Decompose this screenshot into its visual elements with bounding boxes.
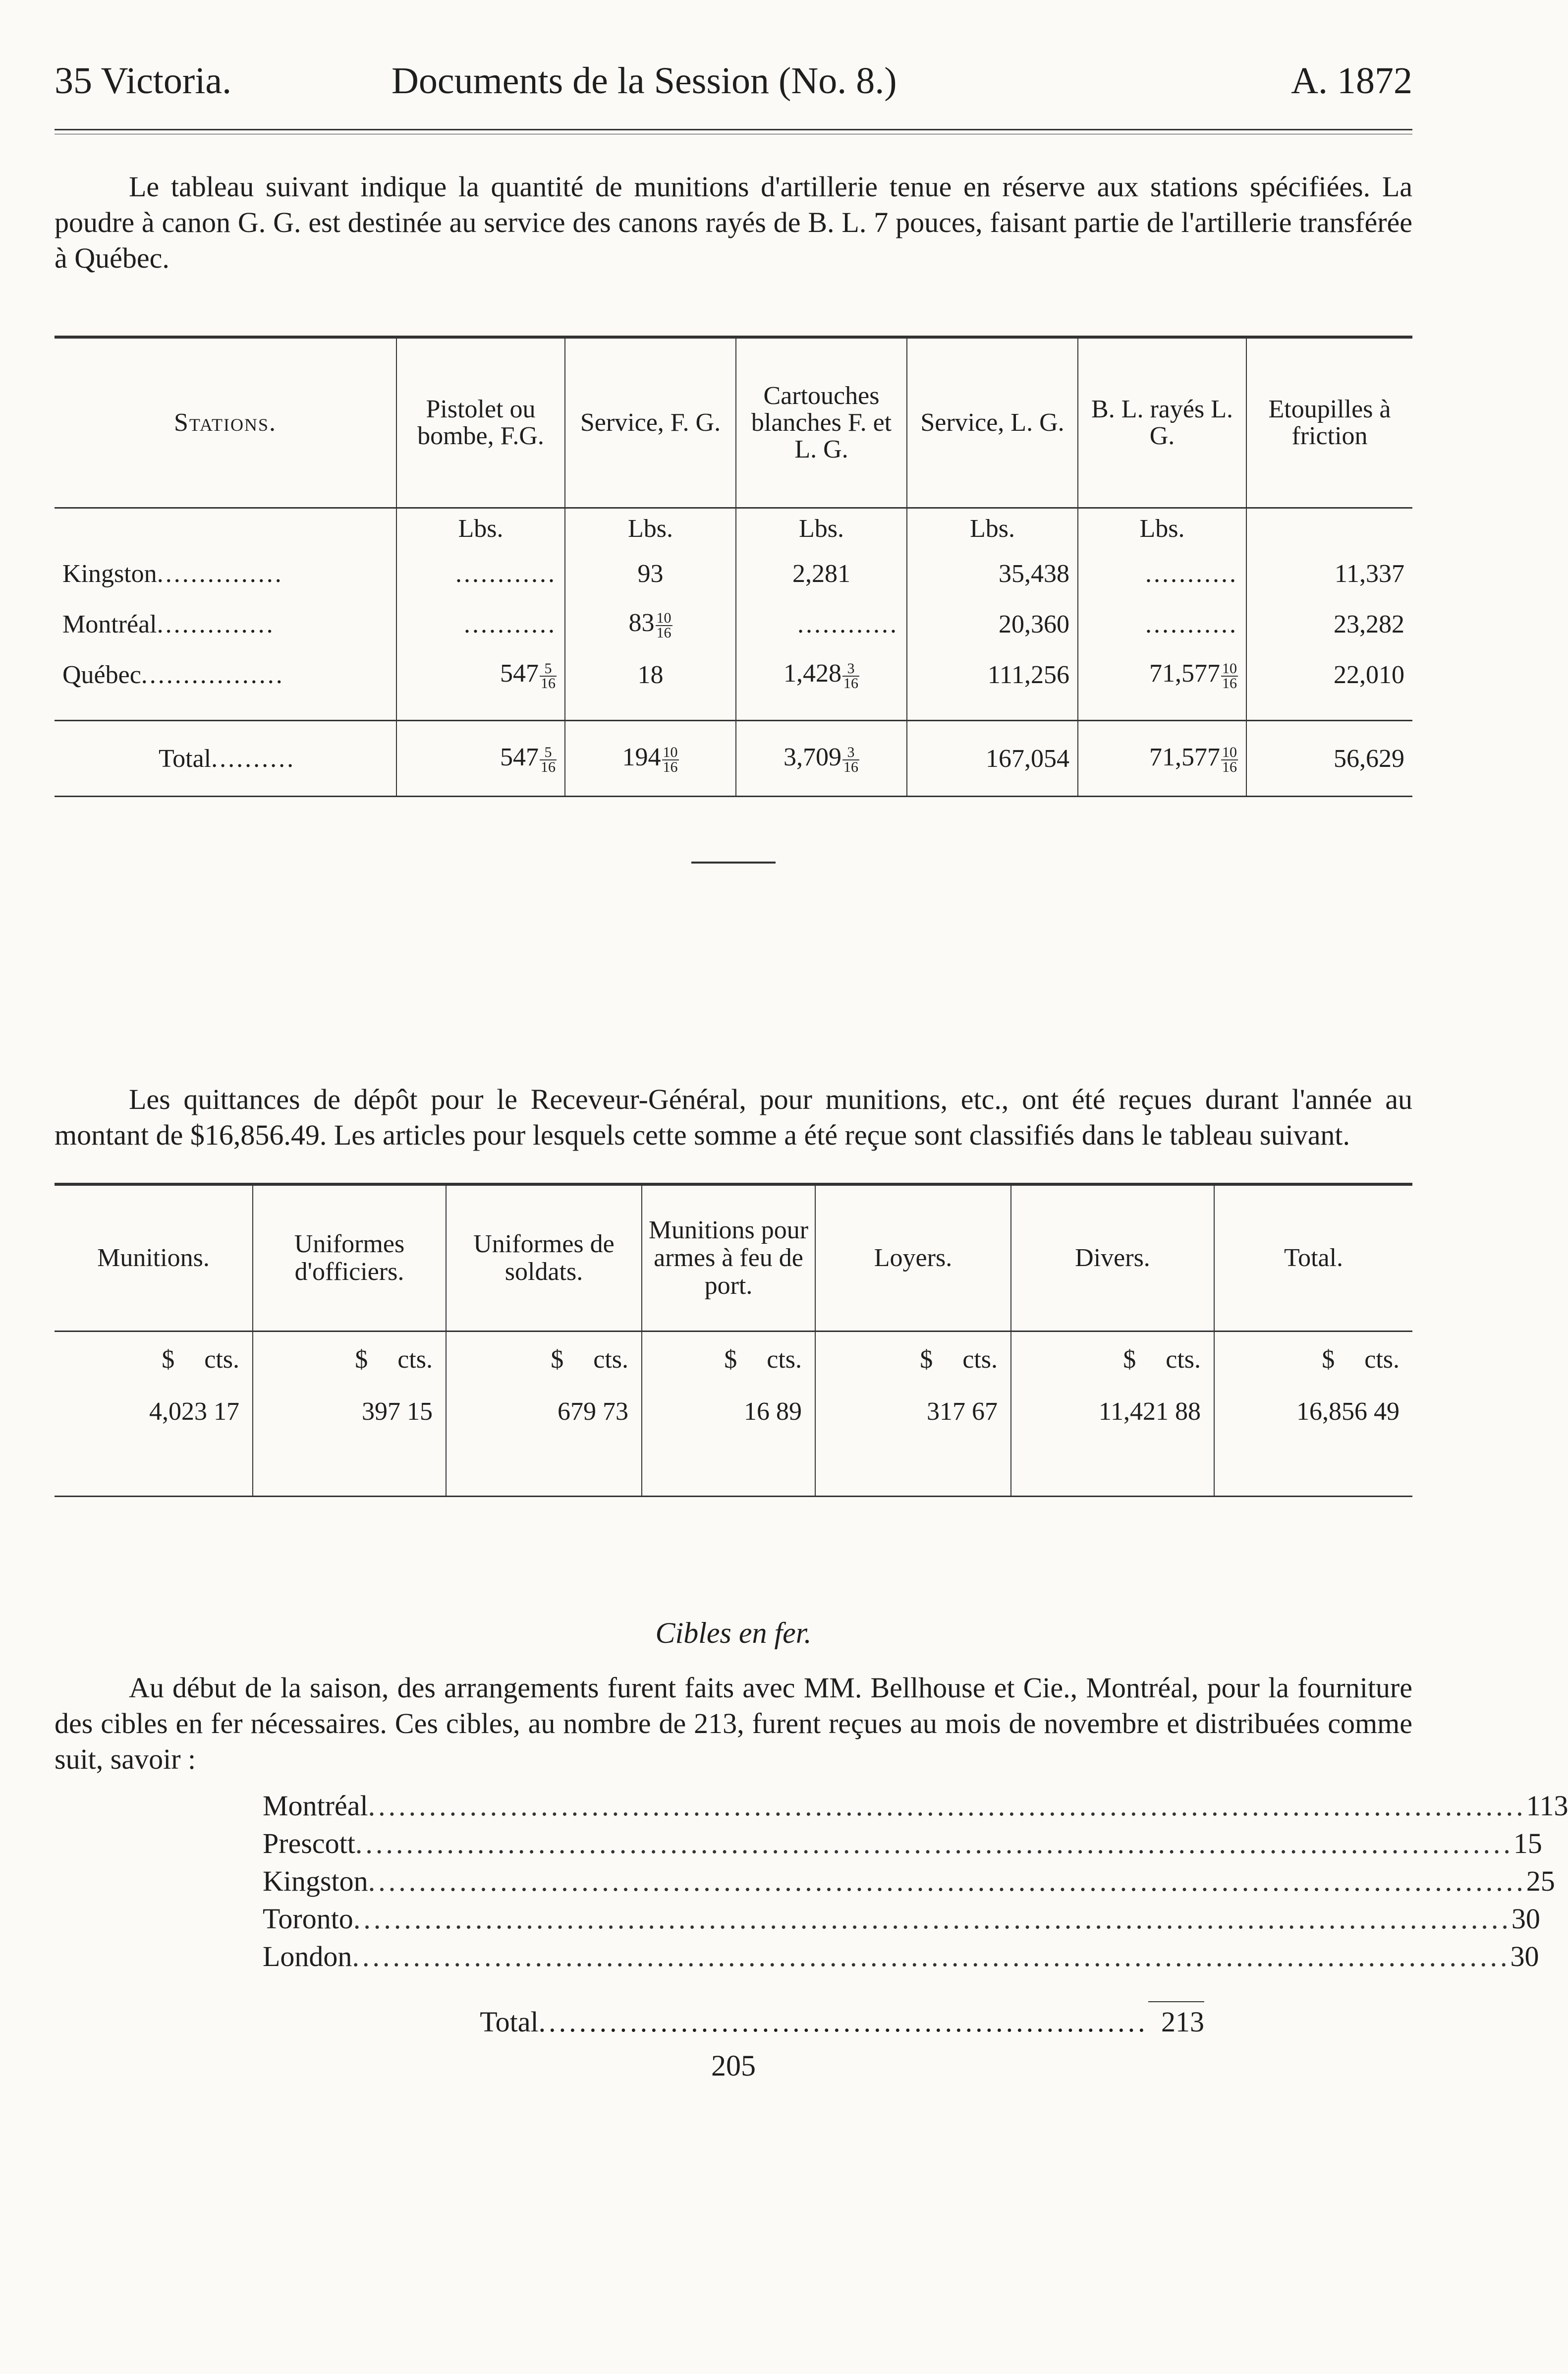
section-divider bbox=[691, 862, 776, 864]
fraction: $\frac{10}{16}$ bbox=[663, 744, 678, 775]
col-stations: Stations. bbox=[55, 339, 396, 508]
unit-cell bbox=[1246, 508, 1412, 549]
targets-list bbox=[263, 1789, 1568, 2046]
targets-paragraph: Au début de la saison, des arrangements furent faits avec MM. Bellhouse et Cie., Montréal, pour la fourniture des cibles en fer nécessaires. Ces cibles, au nombre de 213, furent reçues au mois de novembre et distribuées comme suit, savoir : bbox=[55, 1672, 1412, 1775]
value-munitions-armes: 16 89 bbox=[642, 1387, 815, 1436]
fraction: $\frac{10}{16}$ bbox=[1222, 744, 1237, 775]
fraction: $\frac{3}{16}$ bbox=[843, 744, 858, 775]
table1-units-row bbox=[55, 508, 1412, 549]
station-name: Montréal.............. bbox=[55, 599, 396, 649]
bl-cell: ........... bbox=[1078, 548, 1246, 599]
total-pistolet: 547 $\frac{5}{16}$ bbox=[396, 721, 565, 797]
document-page bbox=[55, 55, 1568, 2083]
currency-cell: $ cts. bbox=[642, 1332, 815, 1387]
service-fg-cell: 18 bbox=[565, 649, 736, 700]
col-uniformes-officiers: Uniformes d'officiers. bbox=[253, 1186, 446, 1332]
intro-block bbox=[55, 169, 1412, 276]
bl-cell: 71,577 $\frac{10}{16}$ bbox=[1078, 649, 1246, 700]
list-item: Toronto .................................................................................................................. 30 bbox=[263, 1903, 1540, 1935]
value-loyers: 317 67 bbox=[815, 1387, 1011, 1436]
currency-cell: $ cts. bbox=[815, 1332, 1011, 1387]
currency-cell: $ cts. bbox=[446, 1332, 642, 1387]
page-number: 205 bbox=[711, 2049, 756, 2082]
value-total: 16,856 49 bbox=[1296, 1397, 1400, 1426]
service-fg-cell: 83 $\frac{10}{16}$ bbox=[565, 599, 736, 649]
etoupilles-cell: 22,010 bbox=[1334, 660, 1404, 689]
bl-cell: ........... bbox=[1078, 599, 1246, 649]
receipts-table bbox=[55, 1186, 1412, 1497]
list-item: Kingston .................................................................................................................. 25 bbox=[263, 1865, 1555, 1897]
col-divers: Divers. bbox=[1011, 1186, 1214, 1332]
munitions-stock-table bbox=[55, 339, 1412, 797]
targets-total: Total ............................................................ 213 bbox=[263, 2001, 1204, 2046]
intro-paragraph: Le tableau suivant indique la quantité de munitions d'artillerie tenue en réserve aux stations spécifiées. La poudre à canon G. G. est destinée au service des canons rayés de B. L. 7 pouces, faisant partie de l'artillerie transférée à Québec. bbox=[55, 171, 1412, 274]
service-fg-cell: 93 bbox=[565, 548, 736, 599]
cartouches-cell: 2,281 bbox=[736, 548, 907, 599]
header-left: 35 Victoria. bbox=[55, 60, 232, 102]
currency-cell: $ cts. bbox=[253, 1332, 446, 1387]
unit-cell bbox=[55, 508, 396, 549]
currency-cell: $ cts. bbox=[1322, 1345, 1400, 1374]
value-uniformes-soldats: 679 73 bbox=[446, 1387, 642, 1436]
unit-cell: Lbs. bbox=[907, 508, 1078, 549]
header-rule bbox=[55, 129, 1412, 134]
value-munitions: 4,023 17 bbox=[55, 1387, 253, 1436]
col-service-lg: Service, L. G. bbox=[907, 339, 1078, 508]
table2-currency-row bbox=[55, 1332, 1412, 1387]
total-service-fg: 194 $\frac{10}{16}$ bbox=[565, 721, 736, 797]
table-row bbox=[55, 548, 1412, 599]
service-lg-cell: 35,438 bbox=[907, 548, 1078, 599]
table2-header-row bbox=[55, 1186, 1412, 1332]
currency-cell: $ cts. bbox=[1011, 1332, 1214, 1387]
unit-cell: Lbs. bbox=[736, 508, 907, 549]
total-bl: 71,577 $\frac{10}{16}$ bbox=[1078, 721, 1246, 797]
unit-cell: Lbs. bbox=[396, 508, 565, 549]
receipts-block bbox=[55, 1082, 1412, 1153]
currency-cell: $ cts. bbox=[55, 1332, 253, 1387]
total-cartouches: 3,709 $\frac{3}{16}$ bbox=[736, 721, 907, 797]
header-center: Documents de la Session (No. 8.) bbox=[392, 60, 897, 102]
fraction: $\frac{5}{16}$ bbox=[541, 744, 556, 775]
pistolet-cell: ........... bbox=[396, 599, 565, 649]
fraction: $\frac{10}{16}$ bbox=[656, 609, 672, 641]
etoupilles-cell: 23,282 bbox=[1334, 610, 1404, 638]
table2-values-row bbox=[55, 1387, 1412, 1436]
total-label: Total.......... bbox=[55, 721, 396, 797]
col-cartouches: Cartouches blanches F. et L. G. bbox=[736, 339, 907, 508]
list-item: London .................................................................................................................. 30 bbox=[263, 1940, 1539, 1972]
station-name: Kingston............... bbox=[55, 548, 396, 599]
total-etoupilles: 56,629 bbox=[1246, 721, 1412, 797]
service-lg-cell: 111,256 bbox=[907, 649, 1078, 700]
table-row bbox=[55, 599, 1412, 649]
unit-cell: Lbs. bbox=[1078, 508, 1246, 549]
col-service-fg: Service, F. G. bbox=[565, 339, 736, 508]
cartouches-cell: ............ bbox=[736, 599, 907, 649]
cartouches-cell: 1,428 $\frac{3}{16}$ bbox=[736, 649, 907, 700]
fraction: $\frac{3}{16}$ bbox=[843, 660, 858, 692]
fraction: $\frac{10}{16}$ bbox=[1222, 660, 1237, 692]
value-divers: 11,421 88 bbox=[1011, 1387, 1214, 1436]
col-munitions-armes: Munitions pour armes à feu de port. bbox=[642, 1186, 815, 1332]
value-uniformes-officiers: 397 15 bbox=[253, 1387, 446, 1436]
col-bl-rayes: B. L. rayés L. G. bbox=[1078, 339, 1246, 508]
col-pistolet: Pistolet ou bombe, F.G. bbox=[396, 339, 565, 508]
total-service-lg: 167,054 bbox=[907, 721, 1078, 797]
col-loyers: Loyers. bbox=[815, 1186, 1011, 1332]
running-header bbox=[55, 55, 1412, 129]
unit-cell: Lbs. bbox=[565, 508, 736, 549]
list-item: Montréal .................................................................................................................. 113 bbox=[263, 1790, 1568, 1822]
pistolet-cell: ............ bbox=[396, 548, 565, 599]
col-uniformes-soldats: Uniformes de soldats. bbox=[446, 1186, 642, 1332]
fraction: $\frac{5}{16}$ bbox=[541, 660, 556, 692]
station-name: Québec................. bbox=[55, 649, 396, 700]
table1-total-row bbox=[55, 721, 1412, 797]
receipts-paragraph: Les quittances de dépôt pour le Receveur-Général, pour munitions, etc., ont été reçues durant l'année au montant de $16,856.49. Les articles pour lesquels cette somme a été reçue sont classifiés dans le tableau suivant. bbox=[55, 1083, 1412, 1151]
pistolet-cell: 547 $\frac{5}{16}$ bbox=[396, 649, 565, 700]
col-total: Total. bbox=[1214, 1186, 1412, 1332]
header-right: A. 1872 bbox=[1291, 60, 1412, 102]
service-lg-cell: 20,360 bbox=[907, 599, 1078, 649]
etoupilles-cell: 11,337 bbox=[1334, 559, 1404, 588]
table1-header-row bbox=[55, 339, 1412, 508]
table-row bbox=[55, 649, 1412, 700]
col-munitions: Munitions. bbox=[55, 1186, 253, 1332]
list-item: Prescott .................................................................................................................. 15 bbox=[263, 1827, 1542, 1859]
col-etoupilles: Etoupilles à friction bbox=[1246, 339, 1412, 508]
targets-title: Cibles en fer. bbox=[655, 1617, 812, 1649]
